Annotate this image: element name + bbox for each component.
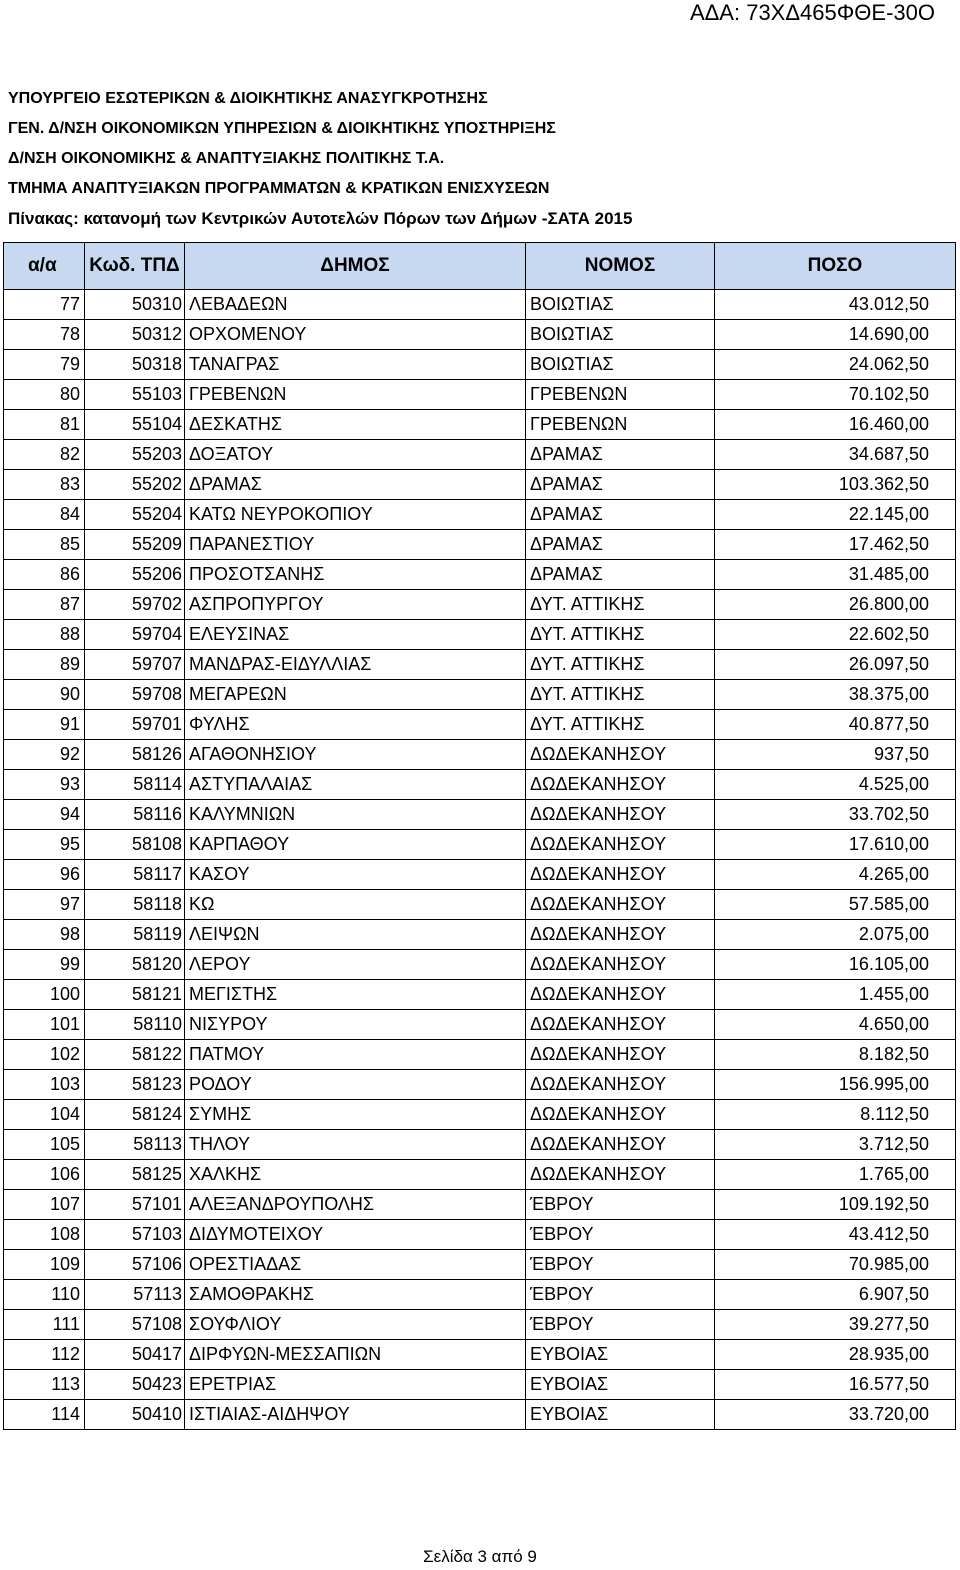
municipality-name: ΝΙΣΥΡΟΥ (185, 1010, 526, 1040)
row-number: 90 (4, 680, 85, 710)
column-header-prefecture: ΝΟΜΟΣ (526, 243, 715, 290)
tpd-code: 58116 (85, 800, 185, 830)
document-id: ΑΔΑ: 73ΧΔ465ΦΘΕ-30Ο (689, 0, 935, 25)
row-number: 102 (4, 1040, 85, 1070)
row-number: 94 (4, 800, 85, 830)
tpd-code: 57106 (85, 1250, 185, 1280)
table-row (4, 410, 956, 440)
prefecture-name: ΔΩΔΕΚΑΝΗΣΟΥ (526, 800, 715, 830)
table-row (4, 1280, 956, 1310)
row-number: 79 (4, 350, 85, 380)
amount: 6.907,50 (715, 1280, 956, 1310)
prefecture-name: ΕΥΒΟΙΑΣ (526, 1400, 715, 1430)
prefecture-name: ΔΩΔΕΚΑΝΗΣΟΥ (526, 920, 715, 950)
row-number: 106 (4, 1160, 85, 1190)
amount: 24.062,50 (715, 350, 956, 380)
tpd-code: 50423 (85, 1370, 185, 1400)
prefecture-name: ΒΟΙΩΤΙΑΣ (526, 350, 715, 380)
table-row (4, 590, 956, 620)
amount: 34.687,50 (715, 440, 956, 470)
prefecture-name: ΔΩΔΕΚΑΝΗΣΟΥ (526, 1160, 715, 1190)
municipality-name: ΚΩ (185, 890, 526, 920)
row-number: 99 (4, 950, 85, 980)
row-number: 95 (4, 830, 85, 860)
amount: 31.485,00 (715, 560, 956, 590)
amount: 3.712,50 (715, 1130, 956, 1160)
tpd-code: 55104 (85, 410, 185, 440)
prefecture-name: ΔΡΑΜΑΣ (526, 530, 715, 560)
row-number: 93 (4, 770, 85, 800)
tpd-code: 50417 (85, 1340, 185, 1370)
prefecture-name: ΔΩΔΕΚΑΝΗΣΟΥ (526, 1130, 715, 1160)
amount: 43.412,50 (715, 1220, 956, 1250)
table-row (4, 800, 956, 830)
municipality-name: ΕΡΕΤΡΙΑΣ (185, 1370, 526, 1400)
document-header (8, 88, 632, 238)
tpd-code: 55204 (85, 500, 185, 530)
column-header-amount: ΠΟΣΟ (715, 243, 956, 290)
amount: 2.075,00 (715, 920, 956, 950)
amount: 1.455,00 (715, 980, 956, 1010)
prefecture-name: ΔΥΤ. ΑΤΤΙΚΗΣ (526, 590, 715, 620)
row-number: 108 (4, 1220, 85, 1250)
table-row (4, 650, 956, 680)
amount: 16.105,00 (715, 950, 956, 980)
table-row (4, 350, 956, 380)
table-row (4, 1400, 956, 1430)
header-line-ministry: ΥΠΟΥΡΓΕΙΟ ΕΣΩΤΕΡΙΚΩΝ & ΔΙΟΙΚΗΤΙΚΗΣ ΑΝΑΣΥΓΚΡΟΤΗΣΗΣ (8, 90, 488, 107)
municipality-name: ΚΑΣΟΥ (185, 860, 526, 890)
tpd-code: 50410 (85, 1400, 185, 1430)
prefecture-name: ΔΩΔΕΚΑΝΗΣΟΥ (526, 980, 715, 1010)
tpd-code: 58108 (85, 830, 185, 860)
municipality-name: ΛΕΒΑΔΕΩΝ (185, 290, 526, 320)
tpd-code: 50318 (85, 350, 185, 380)
tpd-code: 59702 (85, 590, 185, 620)
municipality-name: ΡΟΔΟΥ (185, 1070, 526, 1100)
municipality-name: ΤΑΝΑΓΡΑΣ (185, 350, 526, 380)
tpd-code: 50310 (85, 290, 185, 320)
table-row (4, 470, 956, 500)
municipality-name: ΠΡΟΣΟΤΣΑΝΗΣ (185, 560, 526, 590)
tpd-code: 55202 (85, 470, 185, 500)
municipality-name: ΠΑΡΑΝΕΣΤΙΟΥ (185, 530, 526, 560)
tpd-code: 58117 (85, 860, 185, 890)
table-row (4, 1040, 956, 1070)
prefecture-name: ΔΡΑΜΑΣ (526, 500, 715, 530)
tpd-code: 58118 (85, 890, 185, 920)
table-row (4, 560, 956, 590)
table-row (4, 860, 956, 890)
row-number: 86 (4, 560, 85, 590)
row-number: 88 (4, 620, 85, 650)
prefecture-name: ΔΡΑΜΑΣ (526, 470, 715, 500)
prefecture-name: ΈΒΡΟΥ (526, 1310, 715, 1340)
tpd-code: 58121 (85, 980, 185, 1010)
column-header-code: Κωδ. ΤΠΔ (85, 243, 185, 290)
table-row (4, 740, 956, 770)
table-row (4, 710, 956, 740)
prefecture-name: ΕΥΒΟΙΑΣ (526, 1340, 715, 1370)
tpd-code: 58126 (85, 740, 185, 770)
prefecture-name: ΔΡΑΜΑΣ (526, 560, 715, 590)
row-number: 98 (4, 920, 85, 950)
prefecture-name: ΔΥΤ. ΑΤΤΙΚΗΣ (526, 680, 715, 710)
table-header-row (4, 243, 956, 290)
municipality-name: ΔΟΞΑΤΟΥ (185, 440, 526, 470)
row-number: 112 (4, 1340, 85, 1370)
tpd-code: 55103 (85, 380, 185, 410)
municipality-name: ΦΥΛΗΣ (185, 710, 526, 740)
tpd-code: 58110 (85, 1010, 185, 1040)
tpd-code: 58124 (85, 1100, 185, 1130)
tpd-code: 57103 (85, 1220, 185, 1250)
tpd-code: 55206 (85, 560, 185, 590)
row-number: 89 (4, 650, 85, 680)
amount: 26.097,50 (715, 650, 956, 680)
prefecture-name: ΔΩΔΕΚΑΝΗΣΟΥ (526, 1100, 715, 1130)
table-row (4, 1130, 956, 1160)
prefecture-name: ΔΩΔΕΚΑΝΗΣΟΥ (526, 950, 715, 980)
row-number: 80 (4, 380, 85, 410)
municipality-name: ΑΣΤΥΠΑΛΑΙΑΣ (185, 770, 526, 800)
row-number: 91 (4, 710, 85, 740)
amount: 4.650,00 (715, 1010, 956, 1040)
row-number: 96 (4, 860, 85, 890)
amount: 43.012,50 (715, 290, 956, 320)
table-row (4, 500, 956, 530)
tpd-code: 57101 (85, 1190, 185, 1220)
row-number: 101 (4, 1010, 85, 1040)
row-number: 109 (4, 1250, 85, 1280)
tpd-code: 59701 (85, 710, 185, 740)
column-header-aa: α/α (4, 243, 85, 290)
prefecture-name: ΔΡΑΜΑΣ (526, 440, 715, 470)
tpd-code: 58123 (85, 1070, 185, 1100)
municipality-name: ΛΕΡΟΥ (185, 950, 526, 980)
table-row (4, 320, 956, 350)
row-number: 105 (4, 1130, 85, 1160)
prefecture-name: ΈΒΡΟΥ (526, 1220, 715, 1250)
row-number: 81 (4, 410, 85, 440)
prefecture-name: ΈΒΡΟΥ (526, 1280, 715, 1310)
municipality-name: ΚΑΡΠΑΘΟΥ (185, 830, 526, 860)
municipality-name: ΣΟΥΦΛΙΟΥ (185, 1310, 526, 1340)
municipality-name: ΓΡΕΒΕΝΩΝ (185, 380, 526, 410)
row-number: 87 (4, 590, 85, 620)
tpd-code: 58122 (85, 1040, 185, 1070)
amount: 26.800,00 (715, 590, 956, 620)
tpd-code: 58125 (85, 1160, 185, 1190)
amount: 937,50 (715, 740, 956, 770)
tpd-code: 59707 (85, 650, 185, 680)
amount: 16.460,00 (715, 410, 956, 440)
table-row (4, 680, 956, 710)
tpd-code: 55209 (85, 530, 185, 560)
amount: 1.765,00 (715, 1160, 956, 1190)
municipality-name: ΣΥΜΗΣ (185, 1100, 526, 1130)
row-number: 82 (4, 440, 85, 470)
prefecture-name: ΔΩΔΕΚΑΝΗΣΟΥ (526, 830, 715, 860)
row-number: 85 (4, 530, 85, 560)
table-row (4, 890, 956, 920)
amount: 4.265,00 (715, 860, 956, 890)
municipality-name: ΚΑΛΥΜΝΙΩΝ (185, 800, 526, 830)
tpd-code: 50312 (85, 320, 185, 350)
table-row (4, 1160, 956, 1190)
amount: 8.112,50 (715, 1100, 956, 1130)
row-number: 110 (4, 1280, 85, 1310)
amount: 70.985,00 (715, 1250, 956, 1280)
amount: 39.277,50 (715, 1310, 956, 1340)
tpd-code: 58119 (85, 920, 185, 950)
amount: 22.145,00 (715, 500, 956, 530)
row-number: 78 (4, 320, 85, 350)
municipality-name: ΣΑΜΟΘΡΑΚΗΣ (185, 1280, 526, 1310)
tpd-code: 59704 (85, 620, 185, 650)
tpd-code: 57108 (85, 1310, 185, 1340)
table-row (4, 1340, 956, 1370)
prefecture-name: ΔΩΔΕΚΑΝΗΣΟΥ (526, 740, 715, 770)
municipality-name: ΟΡΕΣΤΙΑΔΑΣ (185, 1250, 526, 1280)
table-row (4, 1370, 956, 1400)
row-number: 97 (4, 890, 85, 920)
tpd-code: 59708 (85, 680, 185, 710)
row-number: 104 (4, 1100, 85, 1130)
table-row (4, 830, 956, 860)
table-row (4, 980, 956, 1010)
prefecture-name: ΔΩΔΕΚΑΝΗΣΟΥ (526, 890, 715, 920)
row-number: 100 (4, 980, 85, 1010)
municipality-name: ΙΣΤΙΑΙΑΣ-ΑΙΔΗΨΟΥ (185, 1400, 526, 1430)
municipality-name: ΜΕΓΙΣΤΗΣ (185, 980, 526, 1010)
municipality-name: ΑΛΕΞΑΝΔΡΟΥΠΟΛΗΣ (185, 1190, 526, 1220)
allocation-table (3, 242, 956, 1430)
table-title: Πίνακας: κατανομή των Κεντρικών Αυτοτελών Πόρων των Δήμων -ΣΑΤΑ 2015 (8, 209, 633, 228)
amount: 14.690,00 (715, 320, 956, 350)
tpd-code: 58113 (85, 1130, 185, 1160)
row-number: 92 (4, 740, 85, 770)
amount: 33.720,00 (715, 1400, 956, 1430)
row-number: 103 (4, 1070, 85, 1100)
tpd-code: 57113 (85, 1280, 185, 1310)
table-row (4, 920, 956, 950)
tpd-code: 58114 (85, 770, 185, 800)
table-row (4, 1220, 956, 1250)
amount: 28.935,00 (715, 1340, 956, 1370)
municipality-name: ΛΕΙΨΩΝ (185, 920, 526, 950)
prefecture-name: ΔΩΔΕΚΑΝΗΣΟΥ (526, 1010, 715, 1040)
prefecture-name: ΓΡΕΒΕΝΩΝ (526, 410, 715, 440)
table-body (4, 290, 956, 1430)
table-row (4, 1190, 956, 1220)
municipality-name: ΠΑΤΜΟΥ (185, 1040, 526, 1070)
table-row (4, 1100, 956, 1130)
table-row (4, 440, 956, 470)
table-row (4, 620, 956, 650)
municipality-name: ΑΓΑΘΟΝΗΣΙΟΥ (185, 740, 526, 770)
prefecture-name: ΔΩΔΕΚΑΝΗΣΟΥ (526, 1040, 715, 1070)
prefecture-name: ΔΥΤ. ΑΤΤΙΚΗΣ (526, 620, 715, 650)
row-number: 107 (4, 1190, 85, 1220)
amount: 22.602,50 (715, 620, 956, 650)
municipality-name: ΔΙΔΥΜΟΤΕΙΧΟΥ (185, 1220, 526, 1250)
municipality-name: ΜΕΓΑΡΕΩΝ (185, 680, 526, 710)
amount: 70.102,50 (715, 380, 956, 410)
municipality-name: ΔΙΡΦΥΩΝ-ΜΕΣΣΑΠΙΩΝ (185, 1340, 526, 1370)
amount: 4.525,00 (715, 770, 956, 800)
prefecture-name: ΒΟΙΩΤΙΑΣ (526, 320, 715, 350)
amount: 17.462,50 (715, 530, 956, 560)
municipality-name: ΚΑΤΩ ΝΕΥΡΟΚΟΠΙΟΥ (185, 500, 526, 530)
prefecture-name: ΔΩΔΕΚΑΝΗΣΟΥ (526, 770, 715, 800)
header-line-general-directorate: ΓΕΝ. Δ/ΝΣΗ ΟΙΚΟΝΟΜΙΚΩΝ ΥΠΗΡΕΣΙΩΝ & ΔΙΟΙΚΗΤΙΚΗΣ ΥΠΟΣΤΗΡΙΞΗΣ (8, 120, 556, 137)
amount: 38.375,00 (715, 680, 956, 710)
municipality-name: ΟΡΧΟΜΕΝΟΥ (185, 320, 526, 350)
amount: 57.585,00 (715, 890, 956, 920)
table-row (4, 1070, 956, 1100)
table-row (4, 530, 956, 560)
page-number: Σελίδα 3 από 9 (423, 1547, 537, 1566)
prefecture-name: ΓΡΕΒΕΝΩΝ (526, 380, 715, 410)
tpd-code: 55203 (85, 440, 185, 470)
tpd-code: 58120 (85, 950, 185, 980)
row-number: 113 (4, 1370, 85, 1400)
amount: 109.192,50 (715, 1190, 956, 1220)
amount: 103.362,50 (715, 470, 956, 500)
amount: 156.995,00 (715, 1070, 956, 1100)
municipality-name: ΑΣΠΡΟΠΥΡΓΟΥ (185, 590, 526, 620)
header-line-directorate: Δ/ΝΣΗ ΟΙΚΟΝΟΜΙΚΗΣ & ΑΝΑΠΤΥΞΙΑΚΗΣ ΠΟΛΙΤΙΚΗΣ Τ.Α. (8, 150, 445, 167)
prefecture-name: ΈΒΡΟΥ (526, 1250, 715, 1280)
table-row (4, 1010, 956, 1040)
amount: 33.702,50 (715, 800, 956, 830)
row-number: 114 (4, 1400, 85, 1430)
municipality-name: ΕΛΕΥΣΙΝΑΣ (185, 620, 526, 650)
table-row (4, 1310, 956, 1340)
municipality-name: ΜΑΝΔΡΑΣ-ΕΙΔΥΛΛΙΑΣ (185, 650, 526, 680)
row-number: 83 (4, 470, 85, 500)
amount: 16.577,50 (715, 1370, 956, 1400)
prefecture-name: ΔΥΤ. ΑΤΤΙΚΗΣ (526, 650, 715, 680)
header-line-department: ΤΜΗΜΑ ΑΝΑΠΤΥΞΙΑΚΩΝ ΠΡΟΓΡΑΜΜΑΤΩΝ & ΚΡΑΤΙΚΩΝ ΕΝΙΣΧΥΣΕΩΝ (8, 180, 550, 197)
table-row (4, 770, 956, 800)
prefecture-name: ΔΩΔΕΚΑΝΗΣΟΥ (526, 860, 715, 890)
column-header-municipality: ΔΗΜΟΣ (185, 243, 526, 290)
prefecture-name: ΔΩΔΕΚΑΝΗΣΟΥ (526, 1070, 715, 1100)
prefecture-name: ΔΥΤ. ΑΤΤΙΚΗΣ (526, 710, 715, 740)
amount: 8.182,50 (715, 1040, 956, 1070)
prefecture-name: ΕΥΒΟΙΑΣ (526, 1370, 715, 1400)
amount: 17.610,00 (715, 830, 956, 860)
row-number: 111 (4, 1310, 85, 1340)
municipality-name: ΔΕΣΚΑΤΗΣ (185, 410, 526, 440)
table-row (4, 290, 956, 320)
municipality-name: ΔΡΑΜΑΣ (185, 470, 526, 500)
table-row (4, 380, 956, 410)
amount: 40.877,50 (715, 710, 956, 740)
prefecture-name: ΒΟΙΩΤΙΑΣ (526, 290, 715, 320)
table-row (4, 950, 956, 980)
row-number: 77 (4, 290, 85, 320)
prefecture-name: ΈΒΡΟΥ (526, 1190, 715, 1220)
table-row (4, 1250, 956, 1280)
municipality-name: ΤΗΛΟΥ (185, 1130, 526, 1160)
municipality-name: ΧΑΛΚΗΣ (185, 1160, 526, 1190)
row-number: 84 (4, 500, 85, 530)
